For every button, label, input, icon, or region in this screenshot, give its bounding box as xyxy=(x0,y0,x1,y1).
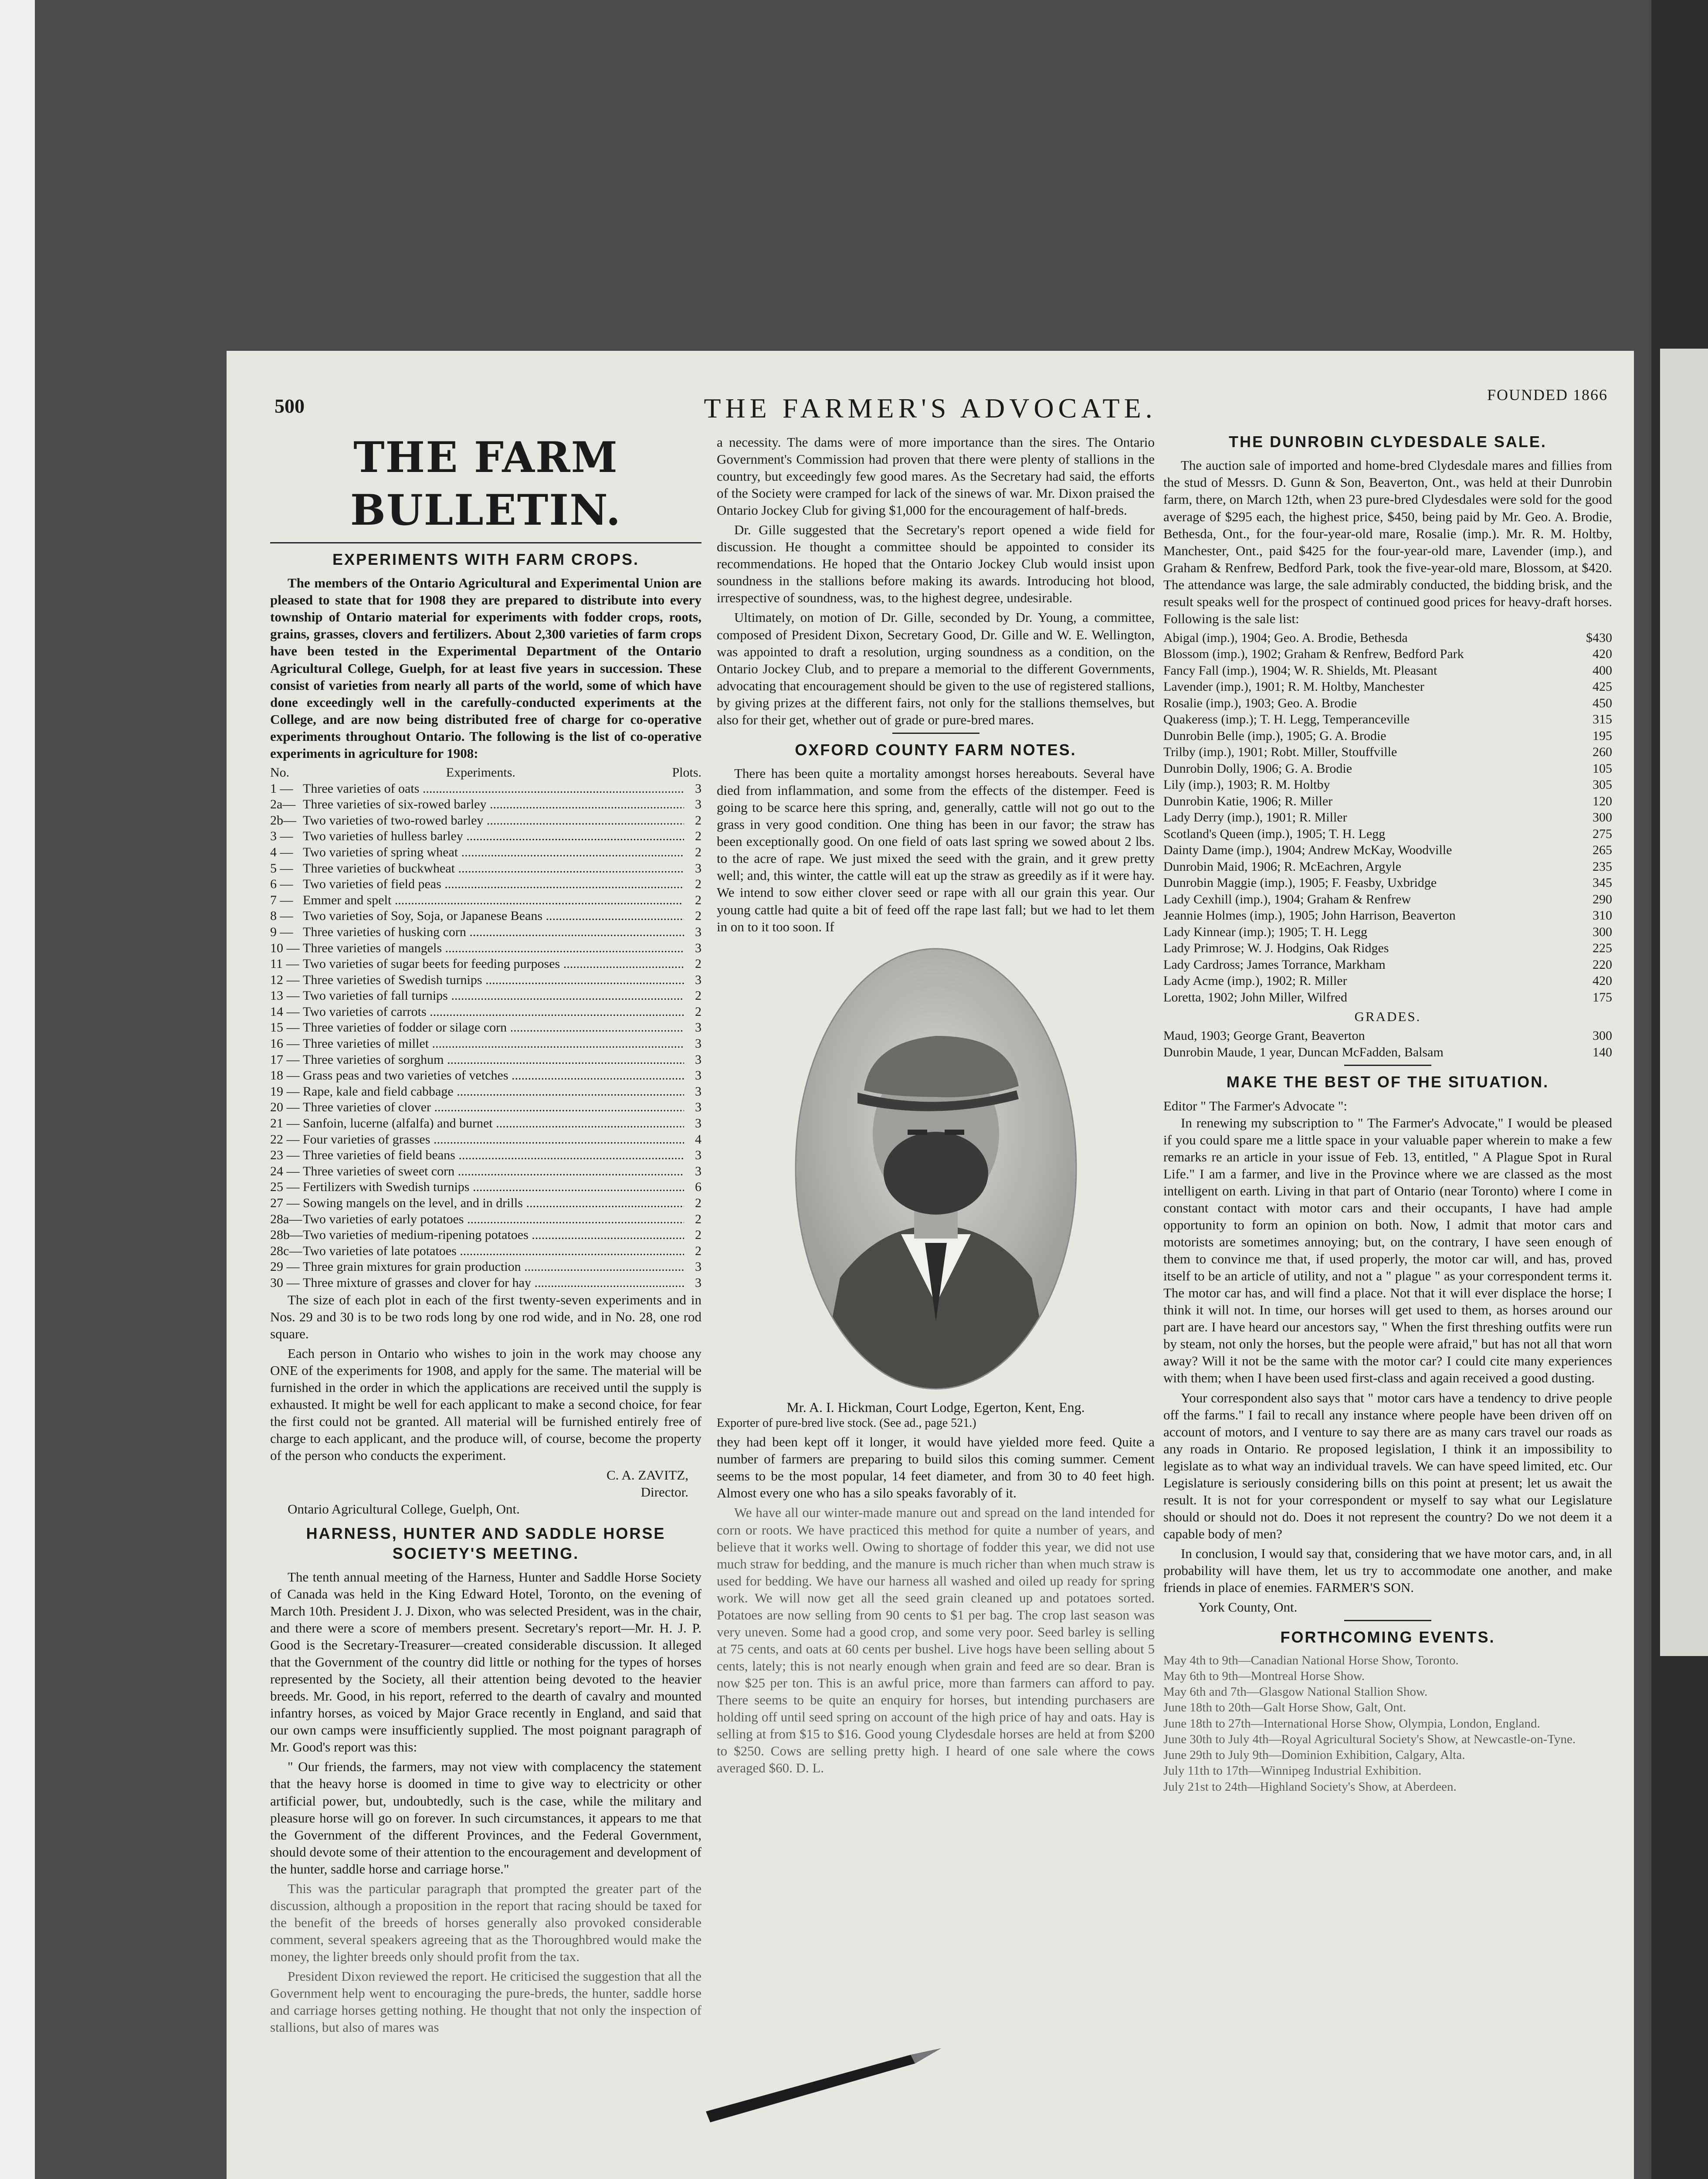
experiment-row xyxy=(270,908,702,924)
column-1 xyxy=(270,434,702,2038)
oxford-paragraph: We have all our winter-made manure out and spread on the land intended for corn or roots. We have practiced this method for quite a number of years, and believe that it works well. Owing to shortage of fodder this year, we did not use much straw for bedding, and the manure is much richer than when much straw is used for bedding. We have our harness all washed and oiled up ready for spring work. We will now get all the seed grain cleaned up and potatoes sorted. Potatoes are now selling from 90 cents to $1 per bag. The crop last season was very uneven. Some had a good crop, and some very poor. Seed barley is selling at 75 cents, and oats at 60 cents per bushel. Live hogs have been selling about 5 cents, lately; this is not nearly enough when grain and feed are so dear. Bran is now $25 per ton. This is an awful price, more than farmers can afford to pay. There seems to be quite an enquiry for horses, but intending purchasers are holding off until seed spring on account of the high price of hay and oats. Hay is selling at from $15 to $16. Good young Clydesdale horses are held at from $200 to $250. Cows are selling pretty high. I heard of one sale where the cows averaged $60. D. L. xyxy=(717,1505,1155,1776)
experiment-number: 19 — xyxy=(270,1084,300,1099)
experiment-plots: 3 xyxy=(695,1100,702,1115)
sale-row xyxy=(1163,989,1612,1006)
grade-price: 300 xyxy=(1593,1028,1612,1043)
experiment-number: 18 — xyxy=(270,1068,300,1083)
harness-paragraph: The tenth annual meeting of the Harness, Hunter and Saddle Horse Society of Canada was held in the King Edward Hotel, Toronto, on the evening of March 10th. President J. J. Dixon, who was selected President, was in the chair, and there were a score of members present. Secretary's report—Mr. H. J. P. Good is the Secretary-Treasurer—created considerable discussion. It alleged that the Government of the country did little or nothing for the types of horses represented by the Society, all their attention being devoted to the heavier breeds. Mr. Good, in his report, referred to the dearth of cavalry and mounted infantry horses, as voiced by Major Grace recently in England, and said that our own camps were insufficiently supplied. The most poignant paragraph of Mr. Good's report was this: xyxy=(270,1569,702,1755)
experiment-row xyxy=(270,972,702,988)
portrait-caption: Mr. A. I. Hickman, Court Lodge, Egerton, Kent, Eng. xyxy=(786,1399,1085,1415)
founded-note: FOUNDED 1866 xyxy=(1487,386,1608,404)
page-number: 500 xyxy=(274,395,305,417)
signature-name: C. A. ZAVITZ, xyxy=(606,1467,688,1483)
sale-list xyxy=(1163,630,1612,1006)
sale-row xyxy=(1163,760,1612,777)
experiment-number: 12 — xyxy=(270,972,300,987)
experiment-plots: 2 xyxy=(695,957,702,971)
harness-continued: Dr. Gille suggested that the Secretary's report opened a wide field for discussion. He thought a committee should be appointed to consider its recommendations. He hoped that the Ontario Jockey Club would insist upon soundness in the stallions before making its awards. Introducing hot blood, irrespective of soundness, was, to the highest degree, undesirable. xyxy=(717,522,1155,606)
experiment-row xyxy=(270,1243,702,1259)
experiment-name: Three grain mixtures for grain production ..... xyxy=(303,1259,684,1275)
experiment-row xyxy=(270,1036,702,1052)
experiment-row xyxy=(270,1227,702,1243)
experiment-plots: 2 xyxy=(695,1212,702,1226)
experiment-number: 29 — xyxy=(270,1259,300,1274)
sale-row xyxy=(1163,973,1612,989)
experiment-row xyxy=(270,1179,702,1195)
experiment-plots: 2 xyxy=(695,988,702,1003)
section-rule xyxy=(1344,1620,1431,1621)
experiment-name: Three varieties of sweet corn ..... xyxy=(303,1164,684,1180)
best-situation-heading: MAKE THE BEST OF THE SITUATION. xyxy=(1226,1073,1549,1091)
experiment-name: Three varieties of millet ..... xyxy=(303,1036,684,1052)
experiment-name: Emmer and spelt ..... xyxy=(303,893,684,909)
experiment-plots: 3 xyxy=(695,861,702,876)
pen-icon xyxy=(706,2046,950,2125)
experiments-table-header xyxy=(270,764,702,781)
sale-price: 420 xyxy=(1593,974,1612,988)
sale-entry: Loretta, 1902; John Miller, Wilfred xyxy=(1163,990,1347,1005)
sale-row xyxy=(1163,793,1612,810)
experiment-plots: 3 xyxy=(695,1116,702,1131)
experiment-number: 27 — xyxy=(270,1196,300,1211)
column-2 xyxy=(717,434,1155,1779)
experiment-row xyxy=(270,1004,702,1020)
sale-price: 300 xyxy=(1593,810,1612,825)
sale-price: 450 xyxy=(1593,696,1612,710)
experiment-number: 15 — xyxy=(270,1020,300,1035)
experiment-row xyxy=(270,797,702,813)
experiment-name: Sowing mangels on the level, and in drills ..... xyxy=(303,1195,684,1212)
experiment-row xyxy=(270,1068,702,1084)
signature-title: Director. xyxy=(640,1484,688,1500)
experiment-row xyxy=(270,781,702,797)
experiment-plots: 3 xyxy=(695,1020,702,1035)
experiment-name: Three varieties of sorghum ..... xyxy=(303,1052,684,1068)
experiment-row xyxy=(270,924,702,940)
grade-price: 140 xyxy=(1593,1045,1612,1059)
sale-price: 105 xyxy=(1593,761,1612,776)
sale-row xyxy=(1163,875,1612,891)
experiment-plots: 3 xyxy=(695,1275,702,1290)
experiment-number: 20 — xyxy=(270,1100,300,1115)
portrait-image xyxy=(792,947,1080,1391)
experiment-name: Three varieties of field beans ..... xyxy=(303,1147,684,1164)
portrait-subcaption: Exporter of pure-bred live stock. (See ad., page 521.) xyxy=(717,1416,976,1430)
sale-price: 400 xyxy=(1593,663,1612,678)
sale-row xyxy=(1163,679,1612,695)
column-3 xyxy=(1163,434,1612,1795)
experiment-name: Three varieties of husking corn ..... xyxy=(303,924,684,940)
experiments-heading: EXPERIMENTS WITH FARM CROPS. xyxy=(332,550,640,568)
sale-price: 220 xyxy=(1593,957,1612,972)
scan-margin-left xyxy=(0,0,35,2179)
sale-row xyxy=(1163,646,1612,662)
section-rule xyxy=(892,733,979,734)
grade-entry: Dunrobin Maude, 1 year, Duncan McFadden, Balsam xyxy=(1163,1045,1444,1059)
experiment-number: 28a— xyxy=(270,1212,302,1226)
experiment-row xyxy=(270,956,702,972)
sale-row xyxy=(1163,809,1612,826)
application-paragraph: Each person in Ontario who wishes to join in the work may choose any ONE of the experiments for 1908, and apply for the same. The material will be furnished in the order in which the applications are received until the supply is exhausted. It might be well for each applicant to make a second choice, for fear the first could not be granted. All material will be furnished entirely free of charge to each applicant, and the produce will, of course, become the property of the person who conducts the experiment. xyxy=(270,1345,702,1463)
sale-row xyxy=(1163,891,1612,908)
experiment-name: Two varieties of spring wheat ..... xyxy=(303,845,684,861)
experiment-row xyxy=(270,1100,702,1116)
oxford-heading: OXFORD COUNTY FARM NOTES. xyxy=(795,740,1077,759)
experiment-number: 25 — xyxy=(270,1180,300,1195)
experiment-name: Four varieties of grasses ..... xyxy=(303,1132,684,1148)
sale-price: 345 xyxy=(1593,876,1612,890)
sale-price: 305 xyxy=(1593,777,1612,792)
sale-row xyxy=(1163,907,1612,924)
experiment-plots: 2 xyxy=(695,909,702,923)
sale-entry: Jeannie Holmes (imp.), 1905; John Harrison, Beaverton xyxy=(1163,908,1456,923)
experiment-plots: 3 xyxy=(695,924,702,939)
sale-entry: Scotland's Queen (imp.), 1905; T. H. Legg xyxy=(1163,826,1386,841)
event-item: June 18th to 20th—Galt Horse Show, Galt, Ont. xyxy=(1163,1700,1406,1715)
experiment-plots: 2 xyxy=(695,813,702,828)
experiment-number: 30 — xyxy=(270,1275,300,1290)
best-salutation: Editor " The Farmer's Advocate ": xyxy=(1163,1098,1348,1113)
sale-entry: Dunrobin Maid, 1906; R. McEachren, Argyle xyxy=(1163,859,1402,874)
events-list xyxy=(1163,1653,1612,1795)
sale-entry: Quakeress (imp.); T. H. Legg, Temperanceville xyxy=(1163,712,1410,727)
sale-row xyxy=(1163,957,1612,973)
grade-entry: Maud, 1903; George Grant, Beaverton xyxy=(1163,1028,1365,1043)
sale-price: 235 xyxy=(1593,859,1612,874)
experiment-row xyxy=(270,861,702,877)
farm-bulletin-title: THE FARM BULLETIN. xyxy=(350,433,622,535)
experiment-plots: 2 xyxy=(695,1228,702,1242)
experiment-number: 23 — xyxy=(270,1148,300,1163)
experiments-intro: The members of the Ontario Agricultural and Experimental Union are pleased to state that for 1908 they are prepared to distribute into every township of Ontario material for experiments with fodder crops, roots, grains, grasses, clovers and fertilizers. About 2,300 varieties of farm crops have been tested in the Experimental Department of the Ontario Agricultural College, Guelph, for at least five years in succession. These consist of varieties from nearly all parts of the world, some of which have done exceedingly well in the carefully-conducted experiments at the College, and are now being distributed free of charge for co-operative experiments throughout Ontario. The following is the list of co-operative experiments in agriculture for 1908: xyxy=(270,575,702,761)
sale-row xyxy=(1163,695,1612,712)
grades-label: GRADES. xyxy=(1354,1009,1421,1025)
grade-row xyxy=(1163,1044,1612,1061)
experiment-name: Three varieties of six-rowed barley ..... xyxy=(303,797,684,813)
experiment-plots: 3 xyxy=(695,1036,702,1051)
dunrobin-paragraph: The auction sale of imported and home-bred Clydesdale mares and fillies from the stud of Messrs. D. Gunn & Son, Beaverton, Ont., was held at their Dunrobin farm, there, on March 12th, when 23 pure-bred Clydesdales were sold for the good average of $295 each, the highest price, $450, being paid by Mr. Geo. A. Brodie, Bethesda, Ont., for the four-year-old mare, Rosalie (imp.). Mr. R. M. Holtby, Manchester, Ont., paid $425 for the four-year-old mare, Lavender (imp.), and Graham & Renfrew, Bedford Park, took the five-year-old mare, Blossom, at $420. The attendance was large, the sale admirably conducted, the bidding brisk, and the result speaks well for the prospect of continued good prices for heavy-draft horses. Following is the sale list: xyxy=(1163,458,1612,626)
sale-entry: Lady Primrose; W. J. Hodgins, Oak Ridges xyxy=(1163,941,1389,956)
experiment-row xyxy=(270,893,702,909)
experiment-number: 28b— xyxy=(270,1228,303,1242)
experiment-plots: 3 xyxy=(695,797,702,812)
experiment-row xyxy=(270,845,702,861)
sale-entry: Lavender (imp.), 1901; R. M. Holtby, Manchester xyxy=(1163,679,1424,694)
sale-row xyxy=(1163,826,1612,842)
experiment-number: 9 — xyxy=(270,924,293,939)
col-experiments-header: Experiments. xyxy=(446,765,515,780)
experiment-row xyxy=(270,1052,702,1068)
sale-row xyxy=(1163,777,1612,793)
experiment-number: 5 — xyxy=(270,861,293,876)
experiment-name: Rape, kale and field cabbage ..... xyxy=(303,1084,684,1100)
signature-place: Ontario Agricultural College, Guelph, Ont. xyxy=(288,1501,520,1517)
next-page-edge xyxy=(1660,349,1708,1656)
experiment-name: Two varieties of carrots ..... xyxy=(303,1004,684,1020)
sale-price: 290 xyxy=(1593,892,1612,906)
sale-entry: Dunrobin Maggie (imp.), 1905; F. Feasby, Uxbridge xyxy=(1163,876,1437,890)
sale-price: 310 xyxy=(1593,908,1612,923)
experiment-plots: 2 xyxy=(695,845,702,859)
experiments-list xyxy=(270,781,702,1291)
sale-entry: Rosalie (imp.), 1903; Geo. A. Brodie xyxy=(1163,696,1357,710)
sale-row xyxy=(1163,859,1612,875)
experiment-name: Three varieties of clover ..... xyxy=(303,1100,684,1116)
sale-price: 175 xyxy=(1593,990,1612,1005)
sale-entry: Lady Cardross; James Torrance, Markham xyxy=(1163,957,1386,972)
best-paragraph: Your correspondent also says that " motor cars have a tendency to drive people off the farms." I fail to recall any instance where people have been driven off on account of motors, and I venture to say there are as many cars travel our roads as any roads in Ontario. Re proposed legislation, I think it an impossibility to legislate as to what way an individual travels. We can have speed limited, etc. Our Legislature is seriously considering bills on this point at present; let us await the result. It is not for your correspondent or myself to say what our Legislature should or should not do. Does it not represent the country? Do we not deem it a capable body of men? xyxy=(1163,1390,1612,1541)
sale-entry: Lady Kinnear (imp.); 1905; T. H. Legg xyxy=(1163,924,1367,939)
experiment-name: Two varieties of medium-ripening potatoes ..... xyxy=(303,1227,684,1243)
experiment-plots: 2 xyxy=(695,893,702,907)
harness-heading: HARNESS, HUNTER AND SADDLE HORSE SOCIETY'S MEETING. xyxy=(306,1524,666,1562)
experiment-row xyxy=(270,813,702,829)
experiment-number: 10 — xyxy=(270,940,300,955)
sale-entry: Abigal (imp.), 1904; Geo. A. Brodie, Bethesda xyxy=(1163,630,1408,645)
experiment-plots: 3 xyxy=(695,1084,702,1099)
event-item: June 29th to July 9th—Dominion Exhibition, Calgary, Alta. xyxy=(1163,1748,1465,1762)
experiment-number: 13 — xyxy=(270,988,300,1003)
harness-paragraph: President Dixon reviewed the report. He criticised the suggestion that all the Government help went to encouraging the pure-breds, the hunter, saddle horse and carriage horses getting nothing. He thought that not only the inspection of stallions, but also of mares was xyxy=(270,1968,702,2035)
experiment-plots: 3 xyxy=(695,1164,702,1178)
experiment-row xyxy=(270,1116,702,1132)
experiment-plots: 3 xyxy=(695,972,702,987)
experiment-row xyxy=(270,1164,702,1180)
section-rule xyxy=(1344,1065,1431,1066)
sale-row xyxy=(1163,842,1612,859)
experiment-name: Two varieties of field peas ..... xyxy=(303,876,684,893)
experiment-row xyxy=(270,876,702,893)
experiment-name: Three varieties of buckwheat ..... xyxy=(303,861,684,877)
event-item: July 21st to 24th—Highland Society's Show, at Aberdeen. xyxy=(1163,1779,1457,1794)
sale-price: 425 xyxy=(1593,679,1612,694)
event-item: May 6th to 9th—Montreal Horse Show. xyxy=(1163,1669,1365,1683)
sale-price: 275 xyxy=(1593,826,1612,841)
sale-entry: Trilby (imp.), 1901; Robt. Miller, Stouffville xyxy=(1163,745,1397,760)
sale-row xyxy=(1163,728,1612,744)
best-paragraph: In conclusion, I would say that, considering that we have motor cars, and, in all probability will have them, let us try to accommodate one another, and make friends in place of enemies. FARMER'S SON. xyxy=(1163,1545,1612,1595)
experiment-number: 2a— xyxy=(270,797,296,812)
sale-row xyxy=(1163,940,1612,957)
experiment-row xyxy=(270,1132,702,1148)
sale-row xyxy=(1163,711,1612,728)
event-item: May 4th to 9th—Canadian National Horse Show, Toronto. xyxy=(1163,1653,1459,1667)
experiment-plots: 2 xyxy=(695,1196,702,1211)
sale-row xyxy=(1163,662,1612,679)
sale-price: 300 xyxy=(1593,924,1612,939)
experiment-plots: 2 xyxy=(695,829,702,844)
experiment-number: 21 — xyxy=(270,1116,300,1131)
title-rule xyxy=(270,542,702,543)
experiment-number: 17 — xyxy=(270,1052,300,1067)
plot-size-paragraph: The size of each plot in each of the first twenty-seven experiments and in Nos. 29 and 30 is to be two rods long by one rod wide, and in No. 28, one rod square. xyxy=(270,1292,702,1341)
experiment-plots: 2 xyxy=(695,1004,702,1019)
sale-price: 265 xyxy=(1593,843,1612,858)
experiment-plots: 3 xyxy=(695,781,702,796)
harness-continued: a necessity. The dams were of more importance than the sires. The Ontario Government's Commission had proven that there were plenty of stallions in the country, but exceedingly few good mares. As the Secretary had said, the efforts of the Society were cramped for lack of the sinews of war. Mr. Dixon praised the Ontario Jockey Club for giving $1,000 for the encouragement of half-breds. xyxy=(717,434,1155,518)
experiment-plots: 3 xyxy=(695,1068,702,1083)
experiment-number: 11 — xyxy=(270,957,299,971)
sale-entry: Lady Derry (imp.), 1901; R. Miller xyxy=(1163,810,1347,825)
experiment-number: 8 — xyxy=(270,909,293,923)
harness-continued: Ultimately, on motion of Dr. Gille, seconded by Dr. Young, a committee, composed of President Dixon, Secretary Good, Dr. Gille and W. E. Wellington, was appointed to draft a resolution, urging soundness as a condition, on the Ontario Jockey Club, and to prepare a memorial to the different Governments, advocating that encouragement should be given to the use of registered stallions, by giving prizes at the different fairs, not only for the stallions themselves, but also for their get, whether out of grade or pure-bred mares. xyxy=(717,610,1155,727)
harness-quote: " Our friends, the farmers, may not view with complacency the statement that the heavy horse is doomed in time to give way to electricity or other artificial power, but, undoubtedly, such is the case, while the military and pleasure horse will go on forever. In such circumstances, it appears to me that the Government of the different Provinces, and the Federal Government, should devote some of their attention to the encouragement and development of the hunter, saddle horse and carriage horse." xyxy=(270,1759,702,1877)
experiment-number: 24 — xyxy=(270,1164,300,1178)
experiment-name: Three varieties of mangels ..... xyxy=(303,940,684,957)
experiment-name: Three mixture of grasses and clover for hay ..... xyxy=(303,1275,684,1291)
dunrobin-heading: THE DUNROBIN CLYDESDALE SALE. xyxy=(1229,433,1547,451)
oxford-paragraph: they had been kept off it longer, it would have yielded more feed. Quite a number of farmers are preparing to build silos this coming summer. Cement seems to be the most popular, 14 feet diameter, and from 30 to 40 feet high. Almost every one who has a silo speaks favorably of it. xyxy=(717,1434,1155,1501)
grades-list xyxy=(1163,1028,1612,1060)
sale-row xyxy=(1163,744,1612,760)
experiment-plots: 3 xyxy=(695,1052,702,1067)
experiment-name: Two varieties of Soy, Soja, or Japanese Beans ..... xyxy=(303,908,684,924)
experiment-name: Three varieties of oats ..... xyxy=(303,781,684,797)
newspaper-page xyxy=(227,351,1634,2179)
sale-entry: Dunrobin Dolly, 1906; G. A. Brodie xyxy=(1163,761,1352,776)
experiment-plots: 3 xyxy=(695,940,702,955)
col-plots-header: Plots. xyxy=(672,765,702,780)
experiment-number: 7 — xyxy=(270,893,293,907)
experiment-name: Two varieties of early potatoes ..... xyxy=(303,1212,684,1228)
experiment-name: Two varieties of sugar beets for feeding purposes ..... xyxy=(303,956,684,972)
experiment-number: 16 — xyxy=(270,1036,300,1051)
experiment-row xyxy=(270,1259,702,1275)
experiment-plots: 3 xyxy=(695,1259,702,1274)
experiment-number: 6 — xyxy=(270,877,293,892)
experiment-plots: 3 xyxy=(695,1148,702,1163)
experiment-row xyxy=(270,1275,702,1291)
experiment-name: Two varieties of hulless barley ..... xyxy=(303,828,684,845)
experiment-row xyxy=(270,988,702,1004)
sale-price: 120 xyxy=(1593,794,1612,808)
masthead: THE FARMER'S ADVOCATE. xyxy=(704,393,1157,424)
experiment-name: Two varieties of fall turnips ..... xyxy=(303,988,684,1004)
experiment-name: Grass peas and two varieties of vetches ..... xyxy=(303,1068,684,1084)
sale-price: 260 xyxy=(1593,745,1612,760)
sale-entry: Blossom (imp.), 1902; Graham & Renfrew, Bedford Park xyxy=(1163,647,1464,662)
event-item: June 30th to July 4th—Royal Agricultural Society's Show, at Newcastle-on-Tyne. xyxy=(1163,1732,1576,1746)
experiment-name: Three varieties of fodder or silage corn ..... xyxy=(303,1020,684,1036)
experiment-row xyxy=(270,1084,702,1100)
harness-paragraph: This was the particular paragraph that prompted the greater part of the discussion, although a proposition in the report that racing should be taxed for the benefit of the breeds of horses generally also provoked considerable comment, several speakers agreeing that as the Thoroughbred would make the money, the lighter breeds only should profit from the tax. xyxy=(270,1880,702,1964)
event-item: July 11th to 17th—Winnipeg Industrial Exhibition. xyxy=(1163,1764,1422,1778)
experiment-number: 14 — xyxy=(270,1004,300,1019)
sale-entry: Dunrobin Belle (imp.), 1905; G. A. Brodie xyxy=(1163,728,1386,743)
sale-row xyxy=(1163,924,1612,940)
best-place: York County, Ont. xyxy=(1198,1599,1298,1615)
sale-entry: Dunrobin Katie, 1906; R. Miller xyxy=(1163,794,1333,808)
sale-row xyxy=(1163,630,1612,646)
experiment-number: 2b— xyxy=(270,813,296,828)
sale-price: 225 xyxy=(1593,941,1612,956)
experiment-row xyxy=(270,1212,702,1228)
best-paragraph: In renewing my subscription to " The Farmer's Advocate," I would be pleased if you could spare me a little space in your valuable paper wherein to make a few remarks re an article in your issue of Feb. 13, entitled, " A Plague Spot in Rural Life." I am a farmer, and live in the Province where we are classed as the most intelligent on earth. Living in that part of Ontario (near Toronto) where I come in constant contact with motor cars and their occupants, I have had ample opportunity to form an opinion on both. Now, I admit that motor cars and motorists are sometimes annoying; but, on the contrary, I have seen enough of them to convince me that, if used properly, the motor car will, and has, proved itself to be an article of utility, and not a " plague " as your correspondent terms it. The motor car has, and will find a place. Not that it will ever displace the horse; I think it will not. In time, our horses will get used to them, as horses around our part are. I have heard our ancestors say, " When the first threshing outfits were run by steam, not only the horses, but the people were afraid," but has not all that worn away? Will it not be the same with the motor car? I could cite many experiences with them; when I have been used first-class and again received a good dusting. xyxy=(1163,1115,1612,1386)
experiment-name: Sanfoin, lucerne (alfalfa) and burnet ..... xyxy=(303,1116,684,1132)
experiment-plots: 2 xyxy=(695,1243,702,1258)
col-no-header: No. xyxy=(270,765,290,780)
sale-price: 420 xyxy=(1593,647,1612,662)
experiment-plots: 6 xyxy=(695,1180,702,1195)
sale-price: 195 xyxy=(1593,728,1612,743)
experiment-plots: 4 xyxy=(695,1132,702,1147)
experiment-row xyxy=(270,1020,702,1036)
sale-entry: Lady Acme (imp.), 1902; R. Miller xyxy=(1163,974,1347,988)
sale-price: $430 xyxy=(1586,630,1612,645)
experiment-name: Three varieties of Swedish turnips ..... xyxy=(303,972,684,988)
sale-entry: Lady Cexhill (imp.), 1904; Graham & Renfrew xyxy=(1163,892,1411,906)
experiment-plots: 2 xyxy=(695,877,702,892)
experiment-number: 4 — xyxy=(270,845,293,859)
experiment-name: Fertilizers with Swedish turnips ..... xyxy=(303,1179,684,1195)
experiment-row xyxy=(270,828,702,845)
portrait-photo xyxy=(792,947,1080,1391)
sale-entry: Fancy Fall (imp.), 1904; W. R. Shields, Mt. Pleasant xyxy=(1163,663,1437,678)
experiment-row xyxy=(270,1147,702,1164)
experiment-name: Two varieties of two-rowed barley ..... xyxy=(303,813,684,829)
event-item: June 18th to 27th—International Horse Show, Olympia, London, England. xyxy=(1163,1716,1540,1731)
experiment-number: 28c— xyxy=(270,1243,302,1258)
experiment-row xyxy=(270,1195,702,1212)
experiment-name: Two varieties of late potatoes ..... xyxy=(303,1243,684,1259)
grade-row xyxy=(1163,1028,1612,1044)
experiment-number: 22 — xyxy=(270,1132,300,1147)
sale-entry: Dainty Dame (imp.), 1904; Andrew McKay, Woodville xyxy=(1163,843,1452,858)
experiment-row xyxy=(270,940,702,957)
events-heading: FORTHCOMING EVENTS. xyxy=(1280,1628,1495,1646)
experiment-number: 3 — xyxy=(270,829,293,844)
sale-price: 315 xyxy=(1593,712,1612,727)
oxford-paragraph: There has been quite a mortality amongst horses hereabouts. Several have died from inflammation, and some from the effects of the distemper. Feed is going to be scarce here this spring, and, generally, cattle will not go out to the grass in very good condition. One thing has been in our favor; the straw has been exceptionally good. On one field of oats last spring we sowed about 2 lbs. to the acre of rape. We just mixed the seed with the grain, and it grew pretty well; and, this winter, the cattle will eat up the straw as greedily as if it were hay. We intend to sow either clover seed or rape with all our grain this year. Our young cattle had quite a bit of feed off the rape last fall; but we had to let them in on to it too soon. If xyxy=(717,766,1155,934)
experiment-number: 1 — xyxy=(270,781,293,796)
event-item: May 6th and 7th—Glasgow National Stallion Show. xyxy=(1163,1685,1428,1699)
sale-entry: Lily (imp.), 1903; R. M. Holtby xyxy=(1163,777,1330,792)
